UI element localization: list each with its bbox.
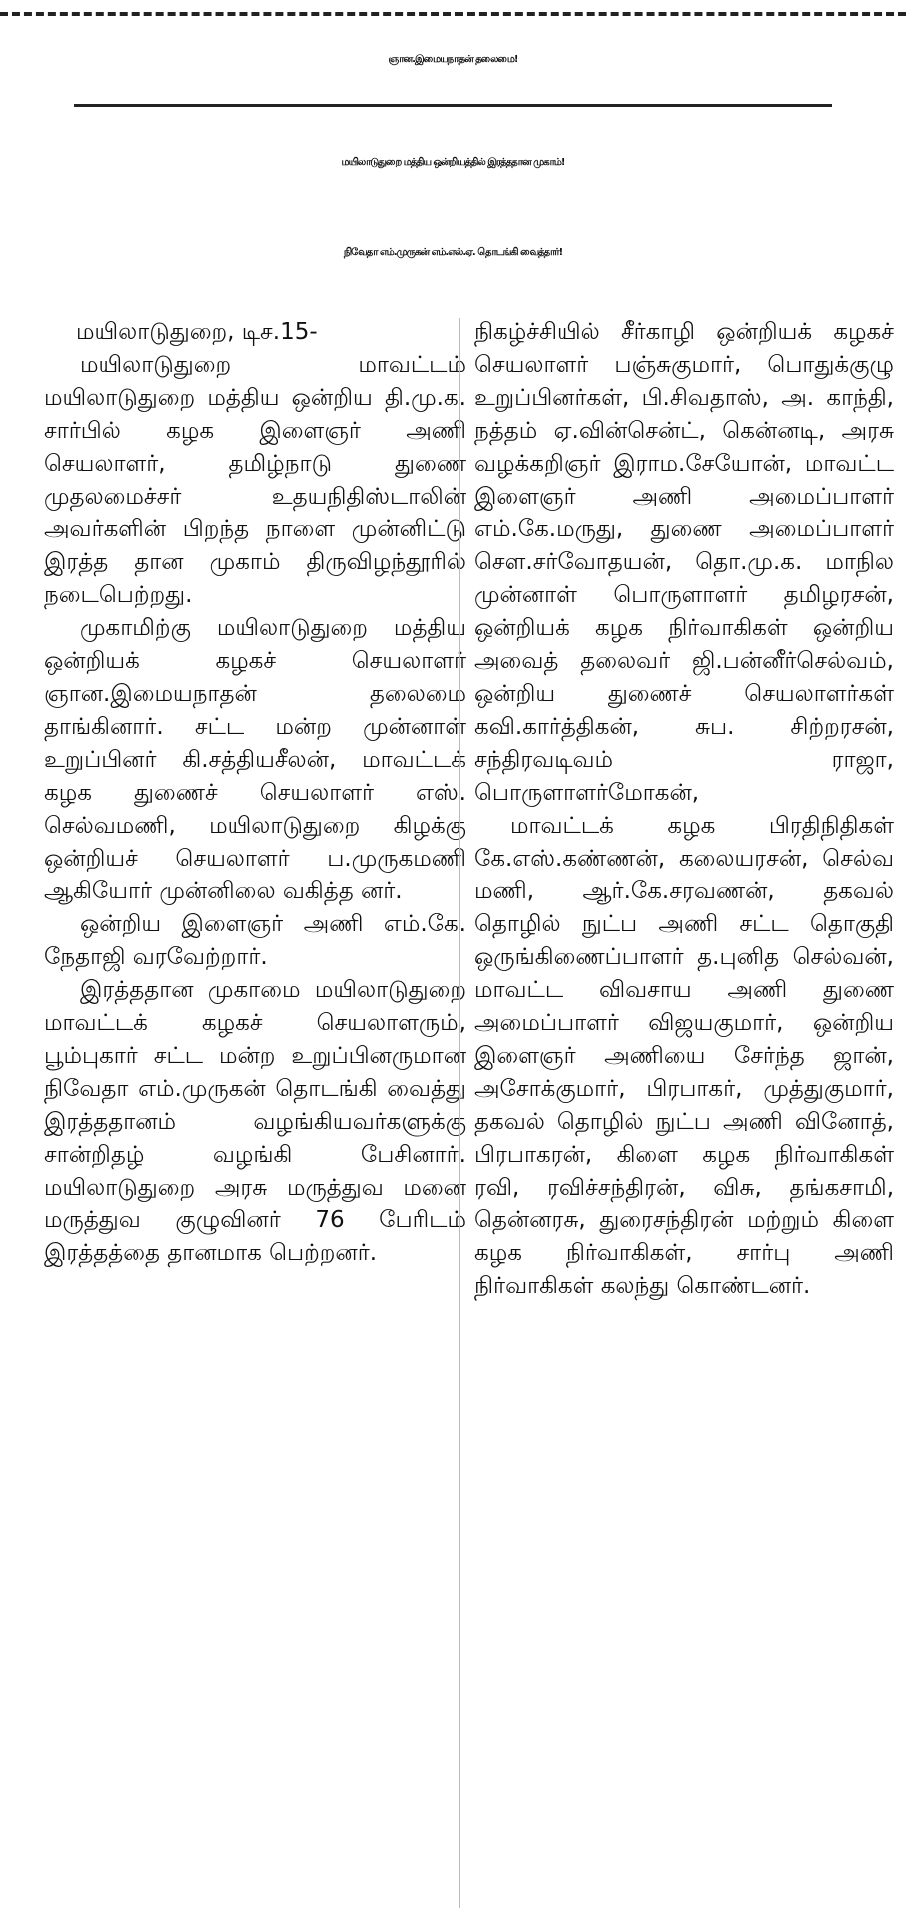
kicker-headline: ஞான.இமையநாதன் தலைமை! <box>388 54 518 65</box>
article-paragraph: முகாமிற்கு மயிலாடுதுறை மத்திய ஒன்றியக் கழகச் செயலாளர் ஞான.இமையநாதன் தலைமை தாங்கினார். சட்ட மன்ற முன்னாள் உறுப்பினர் கி.சத்தியசீலன், மாவட்டக் கழக துணைச் செயலாளர் எஸ். செல்வமணி, மயிலாடுதுறை கிழக்கு ஒன்றியச் செயலாளர் ப.முருகமணி ஆகியோர் முன்னிலை வகித்த னர். <box>44 615 466 905</box>
column-divider <box>459 318 460 1908</box>
sub-headline: நிவேதா எம்.முருகன் எம்.எல்.ஏ. தொடங்கி வைத்தார்! <box>343 247 563 258</box>
article-paragraph: மாவட்டக் கழக பிரதிநிதிகள் கே.எஸ்.கண்ணன், கலையரசன், செல்வ மணி, ஆர்.கே.சரவணன், தகவல் தொழில் நுட்ப அணி சட்ட தொகுதி ஒருங்கிணைப்பாளர் த.புனித செல்வன், மாவட்ட விவசாய அணி துணை அமைப்பாளர் விஜயகுமார், ஒன்றிய இளைஞர் அணியை சேர்ந்த ஜான், அசோக்குமார், பிரபாகர், முத்துகுமார், தகவல் தொழில் நுட்ப அணி வினோத், பிரபாகரன், கிளை கழக நிர்வாகிகள் ரவி, ரவிச்சந்திரன், விசு, தங்கசாமி, தென்னரசு, துரைசந்திரன் மற்றும் கிளை கழக நிர்வாகிகள், சார்பு அணி நிர்வாகிகள் கலந்து கொண்டனர். <box>474 812 894 1300</box>
top-dashed-border <box>0 12 906 16</box>
dateline: மயிலாடுதுறை, டிச.15- <box>76 319 318 345</box>
kicker-underline <box>74 104 832 107</box>
article-column-right <box>474 316 894 1303</box>
article-paragraph: மயிலாடுதுறை மாவட்டம் மயிலாடுதுறை மத்திய ஒன்றிய தி.மு.க. சார்பில் கழக இளைஞர் அணி செயலாளர், தமிழ்நாடு துணை முதலமைச்சர் உதயநிதிஸ்டாலின் அவர்களின் பிறந்த நாளை முன்னிட்டு இரத்த தான முகாம் திருவிழந்தூரில் நடைபெற்றது. <box>44 351 466 609</box>
article-paragraph: ஒன்றிய இளைஞர் அணி எம்.கே. நேதாஜி வரவேற்றார். <box>44 911 466 971</box>
main-headline: மயிலாடுதுறை மத்திய ஒன்றியத்தில் இரத்ததான முகாம்! <box>341 157 565 168</box>
article-paragraph: இரத்ததான முகாமை மயிலாடுதுறை மாவட்டக் கழகச் செயலாளரும், பூம்புகார் சட்ட மன்ற உறுப்பினருமான நிவேதா எம்.முருகன் தொடங்கி வைத்து இரத்ததானம் வழங்கியவர்களுக்கு சான்றிதழ் வழங்கி பேசினார். மயிலாடுதுறை அரசு மருத்துவ மனை மருத்துவ குழுவினர் 76 பேரிடம் இரத்தத்தை தானமாக பெற்றனர். <box>44 977 466 1267</box>
article-paragraph: நிகழ்ச்சியில் சீர்காழி ஒன்றியக் கழகச் செயலாளர் பஞ்சுகுமார், பொதுக்குழு உறுப்பினர்கள், பி.சிவதாஸ், அ. காந்தி, நத்தம் ஏ.வின்சென்ட், கென்னடி, அரசு வழக்கறிஞர் இராம.சேயோன், மாவட்ட இளைஞர் அணி அமைப்பாளர் எம்.கே.மருது, துணை அமைப்பாளர் செள.சர்வோதயன், தொ.மு.க. மாநில முன்னாள் பொருளாளர் தமிழரசன், ஒன்றியக் கழக நிர்வாகிகள் ஒன்றிய அவைத் தலைவர் ஜி.பன்னீர்செல்வம், ஒன்றிய துணைச் செயலாளர்கள் கவி.கார்த்திகன், சுப. சிற்றரசன், சந்திரவடிவம் ராஜா, பொருளாளர்மோகன், <box>474 319 894 806</box>
article-column-left <box>44 316 466 1270</box>
